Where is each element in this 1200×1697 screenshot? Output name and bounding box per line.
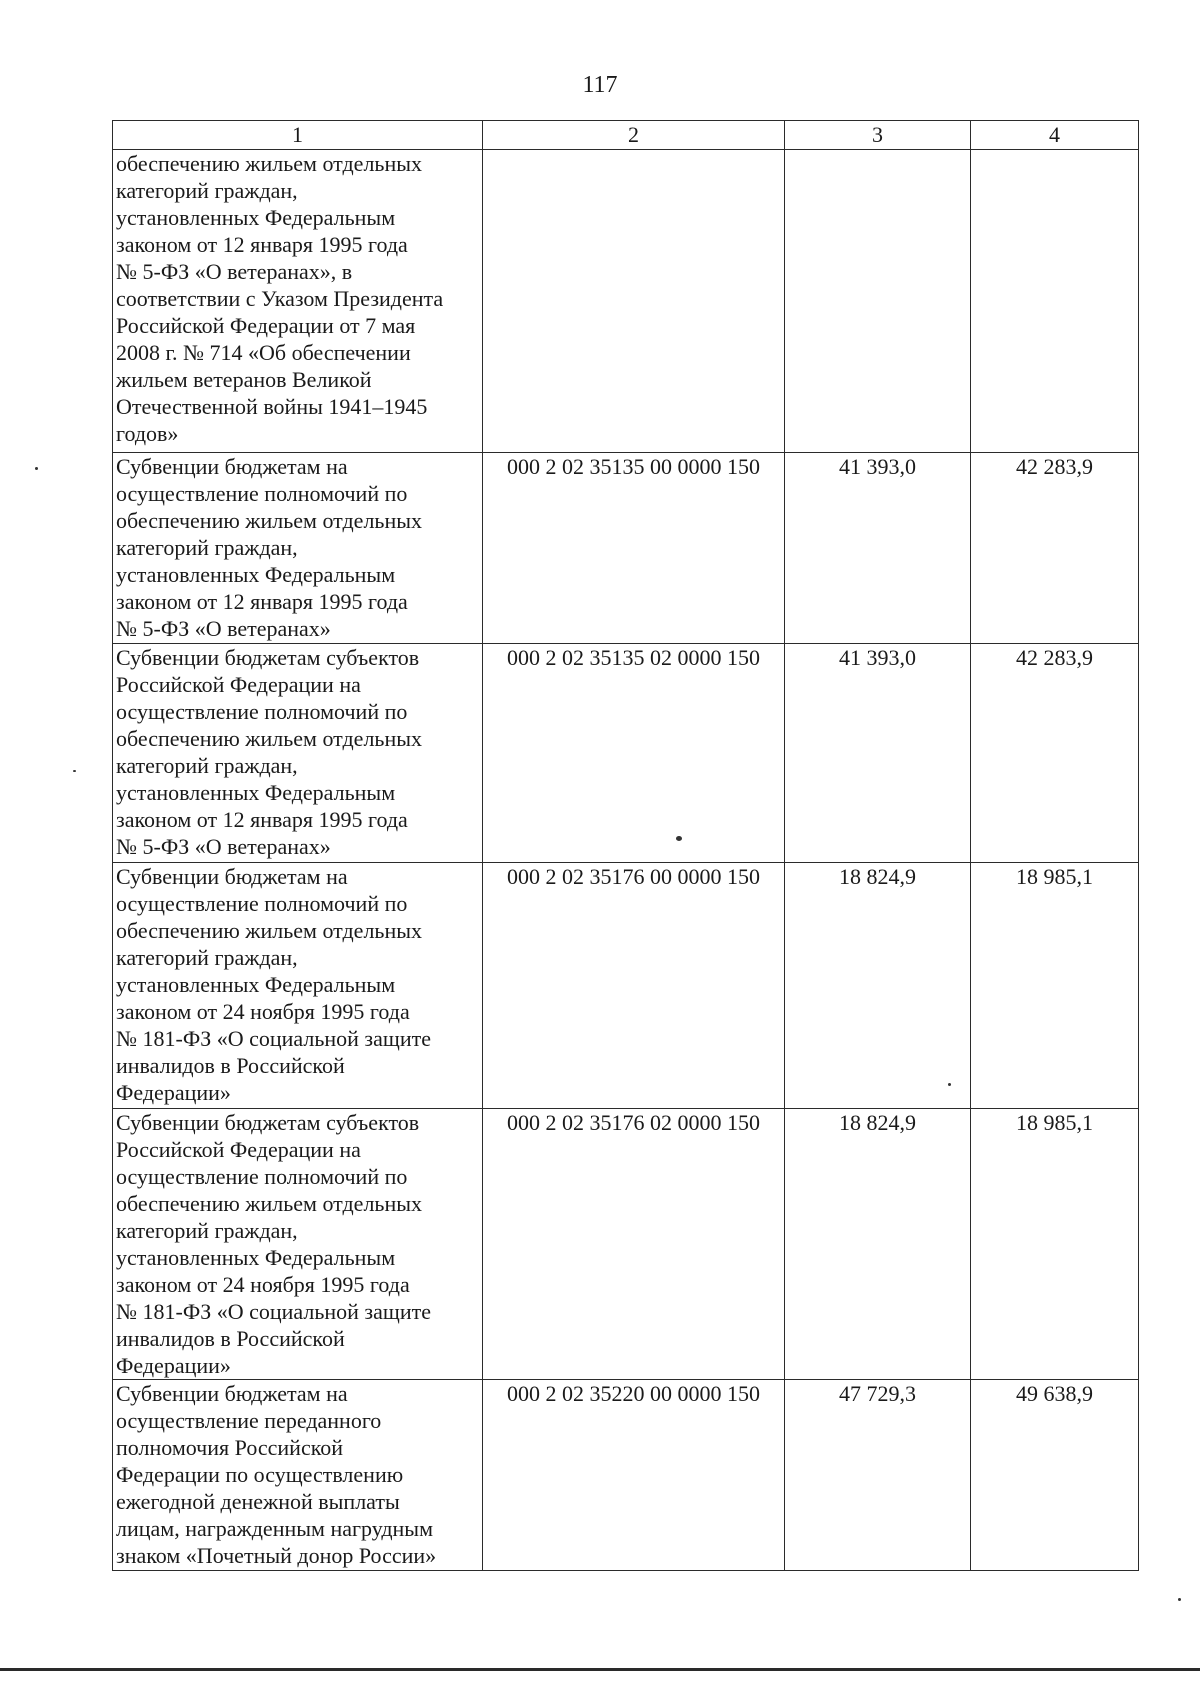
description-line: полномочия Российской: [116, 1435, 344, 1460]
description-cell: [113, 863, 483, 1109]
header-cell-4: 4: [971, 121, 1139, 150]
description-line: обеспечению жильем отдельных: [116, 918, 423, 943]
value-cell-col3: 41 393,0: [785, 453, 971, 644]
description-line: Федерации»: [116, 1080, 231, 1105]
description-line: 2008 г. № 714 «Об обеспечении: [116, 340, 411, 365]
scan-speck: [948, 1083, 951, 1086]
description-line: законом от 24 ноября 1995 года: [116, 1272, 410, 1297]
table-row: [113, 453, 1139, 644]
description-line: Российской Федерации на: [116, 672, 361, 697]
description-line: годов»: [116, 421, 179, 446]
header-row: [113, 121, 1139, 150]
description-line: установленных Федеральным: [116, 562, 396, 587]
description-line: осуществление полномочий по: [116, 1164, 408, 1189]
description-line: инвалидов в Российской: [116, 1053, 345, 1078]
description-line: осуществление полномочий по: [116, 891, 408, 916]
description-line: установленных Федеральным: [116, 780, 396, 805]
description-line: обеспечению жильем отдельных: [116, 726, 423, 751]
table-row: [113, 150, 1139, 453]
description-cell: [113, 150, 483, 453]
description-line: категорий граждан,: [116, 535, 298, 560]
description-line: Субвенции бюджетам на: [116, 1381, 348, 1406]
code-cell: 000 2 02 35135 02 0000 150: [483, 644, 785, 863]
description-line: инвалидов в Российской: [116, 1326, 345, 1351]
description-line: осуществление переданного: [116, 1408, 382, 1433]
description-line: соответствии с Указом Президента: [116, 286, 444, 311]
header-cell-1: 1: [113, 121, 483, 150]
description-line: Российской Федерации на: [116, 1137, 361, 1162]
description-line: категорий граждан,: [116, 945, 298, 970]
scan-speck: [1178, 1598, 1181, 1601]
scan-speck: [73, 770, 76, 772]
code-cell: 000 2 02 35176 00 0000 150: [483, 863, 785, 1109]
description-line: № 181-ФЗ «О социальной защите: [116, 1026, 431, 1051]
code-cell: 000 2 02 35176 02 0000 150: [483, 1109, 785, 1380]
description-line: № 5-ФЗ «О ветеранах», в: [116, 259, 353, 284]
description-cell: [113, 644, 483, 863]
description-line: установленных Федеральным: [116, 972, 396, 997]
description-line: обеспечению жильем отдельных: [116, 508, 423, 533]
value-cell-col3: 18 824,9: [785, 863, 971, 1109]
description-line: № 5-ФЗ «О ветеранах»: [116, 834, 331, 859]
description-line: № 181-ФЗ «О социальной защите: [116, 1299, 431, 1324]
description-cell: [113, 1380, 483, 1571]
table-row: [113, 644, 1139, 863]
value-cell-col4: 18 985,1: [971, 1109, 1139, 1380]
description-line: лицам, награжденным нагрудным: [116, 1516, 434, 1541]
value-cell-col3: [785, 150, 971, 453]
value-cell-col4: [971, 150, 1139, 453]
description-line: осуществление полномочий по: [116, 699, 408, 724]
description-line: законом от 12 января 1995 года: [116, 589, 408, 614]
page-number: 117: [582, 72, 618, 98]
value-cell-col4: 42 283,9: [971, 453, 1139, 644]
description-line: установленных Федеральным: [116, 1245, 396, 1270]
header-cell-2: 2: [483, 121, 785, 150]
description-line: законом от 12 января 1995 года: [116, 807, 408, 832]
description-line: Российской Федерации от 7 мая: [116, 313, 416, 338]
description-line: Федерации»: [116, 1353, 231, 1378]
value-cell-col4: 42 283,9: [971, 644, 1139, 863]
table-row: [113, 1109, 1139, 1380]
description-line: ежегодной денежной выплаты: [116, 1489, 400, 1514]
description-line: Федерации по осуществлению: [116, 1462, 404, 1487]
bottom-rule: [0, 1668, 1200, 1671]
value-cell-col4: 18 985,1: [971, 863, 1139, 1109]
description-line: осуществление полномочий по: [116, 481, 408, 506]
scan-speck: [35, 467, 38, 470]
description-line: Субвенции бюджетам субъектов: [116, 1110, 420, 1135]
description-line: категорий граждан,: [116, 1218, 298, 1243]
description-line: установленных Федеральным: [116, 205, 396, 230]
value-cell-col3: 47 729,3: [785, 1380, 971, 1571]
description-line: Субвенции бюджетам на: [116, 454, 348, 479]
description-cell: [113, 453, 483, 644]
description-line: № 5-ФЗ «О ветеранах»: [116, 616, 331, 641]
description-line: жильем ветеранов Великой: [116, 367, 372, 392]
value-cell-col4: 49 638,9: [971, 1380, 1139, 1571]
description-line: законом от 24 ноября 1995 года: [116, 999, 410, 1024]
code-cell: 000 2 02 35220 00 0000 150: [483, 1380, 785, 1571]
table-row: [113, 863, 1139, 1109]
budget-table: [112, 120, 1139, 1571]
header-cell-3: 3: [785, 121, 971, 150]
description-line: категорий граждан,: [116, 753, 298, 778]
description-cell: [113, 1109, 483, 1380]
value-cell-col3: 41 393,0: [785, 644, 971, 863]
description-line: Субвенции бюджетам субъектов: [116, 645, 420, 670]
description-line: законом от 12 января 1995 года: [116, 232, 408, 257]
value-cell-col3: 18 824,9: [785, 1109, 971, 1380]
description-line: обеспечению жильем отдельных: [116, 151, 423, 176]
code-cell: 000 2 02 35135 00 0000 150: [483, 453, 785, 644]
description-line: обеспечению жильем отдельных: [116, 1191, 423, 1216]
description-line: Субвенции бюджетам на: [116, 864, 348, 889]
description-line: Отечественной войны 1941–1945: [116, 394, 428, 419]
description-line: категорий граждан,: [116, 178, 298, 203]
description-line: знаком «Почетный донор России»: [116, 1543, 437, 1568]
code-cell: [483, 150, 785, 453]
table-row: [113, 1380, 1139, 1571]
scan-speck: [676, 836, 682, 841]
